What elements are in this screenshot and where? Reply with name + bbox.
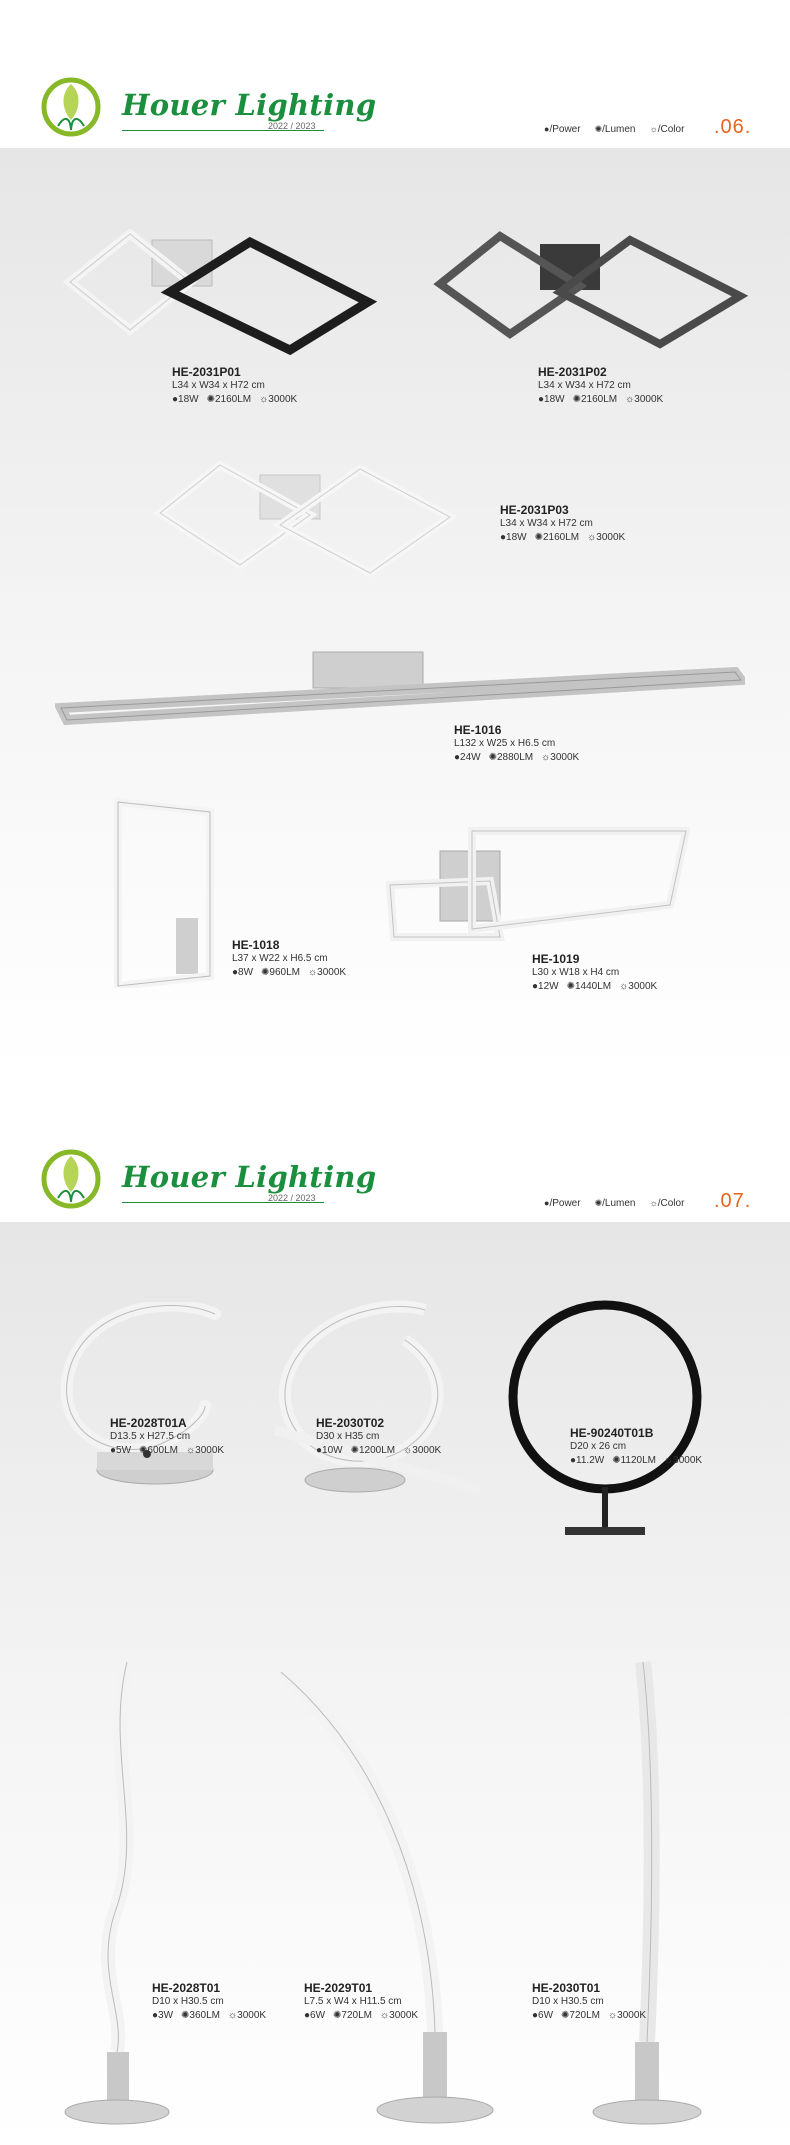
catalog-page-07: [0, 1072, 790, 2145]
legend-color: /Color: [657, 124, 685, 135]
product-lumen: ✺960LM: [261, 967, 301, 978]
product-cct: ☼3000K: [403, 1445, 442, 1456]
product-code: HE-1016: [454, 723, 502, 737]
spec-legend: [544, 124, 684, 135]
product-he-2031p01: [172, 365, 305, 407]
product-code: HE-2030T01: [532, 1981, 601, 1995]
lamp-he-2029t01-image: [255, 1652, 495, 2132]
lamp-he-2031p03-image: [150, 455, 480, 590]
power-symbol: ●: [544, 1198, 550, 1208]
product-cct: ☼3000K: [625, 394, 664, 405]
product-he-2029t01: [304, 1981, 426, 2023]
product-code: HE-2028T01A: [110, 1416, 187, 1430]
page-number: .07.: [714, 1190, 752, 1212]
product-cct: ☼3000K: [541, 752, 580, 763]
product-power: ●18W: [172, 394, 199, 405]
product-dimensions: D20 x 26 cm: [570, 1441, 627, 1452]
legend-lumen: /Lumen: [602, 124, 636, 135]
product-power: ●6W: [532, 2010, 554, 2021]
brand-years: 2022 / 2023: [268, 1193, 316, 1203]
product-dimensions: L34 x W34 x H72 cm: [500, 518, 593, 529]
catalog-page-06: [0, 0, 790, 1070]
product-dimensions: L37 x W22 x H6.5 cm: [232, 953, 328, 964]
product-lumen: ✺2160LM: [534, 532, 580, 543]
product-code: HE-90240T01B: [570, 1426, 654, 1440]
lumen-symbol: ✺: [594, 1198, 603, 1208]
lumen-symbol: ✺: [594, 124, 603, 134]
page-number: .06.: [714, 116, 752, 138]
product-cct: ☼3000K: [259, 394, 298, 405]
product-he-2031p02: [538, 365, 671, 407]
legend-power: /Power: [549, 1198, 581, 1209]
product-cct: ☼3000K: [308, 967, 347, 978]
lamp-he-1018-image: [110, 798, 220, 988]
legend-power: /Power: [549, 124, 581, 135]
product-code: HE-2031P03: [500, 503, 569, 517]
brand-name: Houer Lighting: [122, 1160, 377, 1194]
product-he-2030t01: [532, 1981, 654, 2023]
product-code: HE-2031P02: [538, 365, 607, 379]
product-cct: ☼3000K: [608, 2010, 647, 2021]
color-symbol: ☼: [649, 1198, 658, 1208]
lamp-he-90240t01b-image: [505, 1297, 705, 1542]
product-cct: ☼3000K: [663, 1455, 703, 1466]
product-he-1016: [454, 723, 587, 765]
brand-logo-icon: [40, 76, 102, 138]
product-power: ●8W: [232, 967, 254, 978]
brand-name: Houer Lighting: [122, 88, 377, 122]
product-cct: ☼3000K: [186, 1445, 225, 1456]
product-dimensions: D10 x H30.5 cm: [152, 1996, 224, 2007]
product-dimensions: L132 x W25 x H6.5 cm: [454, 738, 556, 749]
product-code: HE-2031P01: [172, 365, 241, 379]
product-lumen: ✺720LM: [333, 2010, 373, 2021]
product-cct: ☼3000K: [228, 2010, 267, 2021]
product-he-2028t01: [152, 1981, 274, 2023]
product-dimensions: D13.5 x H27.5 cm: [110, 1431, 191, 1442]
product-he-2031p03: [500, 503, 633, 545]
product-lumen: ✺1440LM: [566, 981, 612, 992]
color-symbol: ☼: [649, 124, 658, 134]
product-lumen: ✺2160LM: [572, 394, 618, 405]
product-code: HE-2028T01: [152, 1981, 221, 1995]
product-lumen: ✺1200LM: [350, 1445, 396, 1456]
legend-lumen: /Lumen: [602, 1198, 636, 1209]
product-he-90240t01b: [570, 1426, 710, 1468]
power-symbol: ●: [544, 124, 550, 134]
product-dimensions: L34 x W34 x H72 cm: [172, 380, 265, 391]
lamp-he-2028t01a-image: [55, 1302, 235, 1492]
product-cct: ☼3000K: [380, 2010, 419, 2021]
lamp-he-2031p01-image: [50, 222, 380, 362]
product-lumen: ✺600LM: [139, 1445, 179, 1456]
lamp-he-1019-image: [380, 825, 690, 945]
product-code: HE-1018: [232, 938, 280, 952]
product-power: ●3W: [152, 2010, 174, 2021]
brand-years: 2022 / 2023: [268, 121, 316, 131]
product-power: ●11.2W: [570, 1455, 605, 1466]
product-power: ●10W: [316, 1445, 343, 1456]
product-power: ●5W: [110, 1445, 132, 1456]
product-lumen: ✺2160LM: [206, 394, 252, 405]
product-code: HE-2030T02: [316, 1416, 385, 1430]
product-power: ●24W: [454, 752, 481, 763]
product-lumen: ✺2880LM: [488, 752, 534, 763]
product-dimensions: D30 x H35 cm: [316, 1431, 380, 1442]
product-dimensions: D10 x H30.5 cm: [532, 1996, 604, 2007]
product-he-1019: [532, 952, 665, 994]
spec-legend: [544, 1198, 684, 1209]
legend-color: /Color: [657, 1198, 685, 1209]
product-he-2028t01a: [110, 1416, 232, 1458]
product-cct: ☼3000K: [587, 532, 626, 543]
lamp-he-2028t01-image: [55, 1652, 175, 2132]
lamp-he-2030t02-image: [255, 1300, 495, 1500]
product-lumen: ✺360LM: [181, 2010, 221, 2021]
page-header: [0, 0, 790, 148]
product-power: ●6W: [304, 2010, 326, 2021]
lamp-he-2031p02-image: [430, 222, 760, 362]
product-power: ●12W: [532, 981, 559, 992]
product-cct: ☼3000K: [619, 981, 658, 992]
lamp-he-2030t01-image: [585, 1652, 705, 2132]
product-he-2030t02: [316, 1416, 449, 1458]
product-dimensions: L7.5 x W4 x H11.5 cm: [304, 1996, 402, 2007]
product-lumen: ✺1120LM: [612, 1455, 656, 1466]
product-power: ●18W: [500, 532, 527, 543]
product-code: HE-2029T01: [304, 1981, 373, 1995]
lamp-he-1016-image: [55, 650, 745, 740]
page-header: [0, 1072, 790, 1220]
product-dimensions: L30 x W18 x H4 cm: [532, 967, 620, 978]
product-code: HE-1019: [532, 952, 580, 966]
product-lumen: ✺720LM: [561, 2010, 601, 2021]
product-power: ●18W: [538, 394, 565, 405]
brand-logo-icon: [40, 1148, 102, 1210]
product-he-1018: [232, 938, 354, 980]
product-dimensions: L34 x W34 x H72 cm: [538, 380, 631, 391]
